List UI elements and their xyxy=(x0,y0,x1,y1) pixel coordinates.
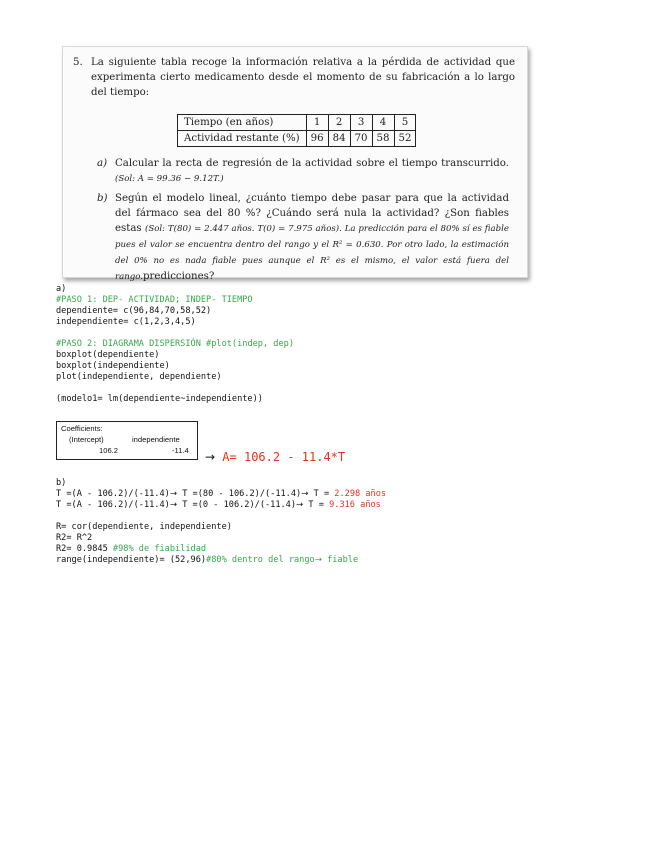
code-comment: #98% de fiabilidad xyxy=(112,544,207,554)
code-line: R= cor(dependiente, independiente) xyxy=(56,522,232,532)
code-text: R2= 0.9845 xyxy=(56,544,113,554)
arrow-right-icon: → xyxy=(314,555,322,565)
independiente-label: independiente xyxy=(132,435,180,444)
table-cell: 4 xyxy=(372,115,394,131)
table-cell: 84 xyxy=(328,131,350,147)
regression-equation xyxy=(205,450,345,464)
code-b-label: b) xyxy=(56,478,67,488)
code-text: T = xyxy=(308,489,335,499)
intercept-value: 106.2 xyxy=(99,446,119,455)
code-line: dependiente= c(96,84,70,58,52) xyxy=(56,306,212,316)
part-b-text: Según el modelo lineal, ¿cuánto tiempo debe pasar para que la actividad del fármaco sea del 80 %? ¿Cuándo será nula la actividad? ¿Son fiables estas xyxy=(115,193,509,234)
code-line xyxy=(56,500,381,511)
code-line xyxy=(56,544,206,555)
code-comment-text: #PASO 2: DIAGRAMA DISPERSIÓN xyxy=(56,339,207,349)
code-text: range(independiente)= (52,96) xyxy=(56,555,207,565)
code-a-label: a) xyxy=(56,284,67,294)
part-a-text: Calcular la recta de regresión de la actividad sobre el tiempo transcurrido. xyxy=(115,158,509,169)
part-a-solution: (Sol: A = 99.36 − 9.12T.) xyxy=(115,174,224,184)
table-cell: 1 xyxy=(306,115,328,131)
coefficients-output xyxy=(56,421,198,460)
problem-text: La siguiente tabla recoge la información relativa a la pérdida de actividad que experimenta cierto medicamento desde el momento de su fabricación a lo largo del tiempo: xyxy=(91,57,515,98)
table-row-label: Actividad restante (%) xyxy=(178,131,307,147)
code-line xyxy=(56,489,386,500)
table-cell: 70 xyxy=(350,131,372,147)
code-line: boxplot(independiente) xyxy=(56,361,170,371)
coefficients-title: Coefficients: xyxy=(61,424,103,433)
code-comment: fiable xyxy=(321,555,359,565)
code-text: T = xyxy=(303,500,330,510)
part-b-label: b) xyxy=(97,193,108,204)
code-comment-text: #plot(indep, dep) xyxy=(206,339,295,349)
table-cell: 5 xyxy=(394,115,416,131)
table-cell: 52 xyxy=(394,131,416,147)
arrow-right-icon: → xyxy=(205,450,216,464)
intercept-label: (Intercept) xyxy=(69,435,104,444)
code-comment xyxy=(56,339,294,350)
code-line: independiente= c(1,2,3,4,5) xyxy=(56,317,196,327)
table-cell: 2 xyxy=(328,115,350,131)
code-text: T =(0 - 106.2)/(-11.4) xyxy=(177,500,297,510)
problem-statement-image xyxy=(62,46,528,282)
result-80: 2.298 años xyxy=(334,489,387,499)
problem-number: 5. xyxy=(73,57,83,68)
part-a-label: a) xyxy=(97,158,108,169)
code-line: boxplot(dependiente) xyxy=(56,350,160,360)
table-cell: 58 xyxy=(372,131,394,147)
part-a-body xyxy=(115,156,509,187)
code-line: R2= R^2 xyxy=(56,533,93,543)
table-row xyxy=(178,131,416,147)
part-b-tail: predicciones? xyxy=(143,271,215,282)
code-text: T =(A - 106.2)/(-11.4) xyxy=(56,489,170,499)
part-b-solution: (Sol: T(80) = 2.447 años. T(0) = 7.975 años). La predicción para el 80% sí es fiable pues el valor se encuentra dentro del rango y el R² = 0.630. Por otro lado, la estimación del 0% no es nada fiable pues aunque el R² es el mismo, el valor está fuera del rango. xyxy=(115,224,509,282)
equation-text: A= 106.2 - 11.4*T xyxy=(222,450,346,464)
arrow-right-icon: → xyxy=(169,489,178,499)
arrow-right-icon: → xyxy=(301,489,309,499)
code-text: T =(80 - 106.2)/(-11.4) xyxy=(177,489,302,499)
result-0: 9.316 años xyxy=(329,500,381,510)
part-b-body xyxy=(115,191,509,285)
table-cell: 96 xyxy=(306,131,328,147)
table-row-label: Tiempo (en años) xyxy=(178,115,307,131)
code-line xyxy=(56,555,358,566)
table-row xyxy=(178,115,416,131)
independiente-value: -11.4 xyxy=(172,446,189,455)
code-comment: #80% dentro del rango xyxy=(206,555,315,565)
arrow-right-icon: → xyxy=(296,500,304,510)
data-table xyxy=(177,114,416,147)
code-text: T =(A - 106.2)/(-11.4) xyxy=(56,500,170,510)
code-comment: #PASO 1: DEP- ACTIVIDAD; INDEP- TIEMPO xyxy=(56,295,253,305)
code-line: plot(independiente, dependiente) xyxy=(56,372,222,382)
arrow-right-icon: → xyxy=(169,500,178,510)
code-line: (modelo1= lm(dependiente~independiente)) xyxy=(56,394,263,404)
table-cell: 3 xyxy=(350,115,372,131)
